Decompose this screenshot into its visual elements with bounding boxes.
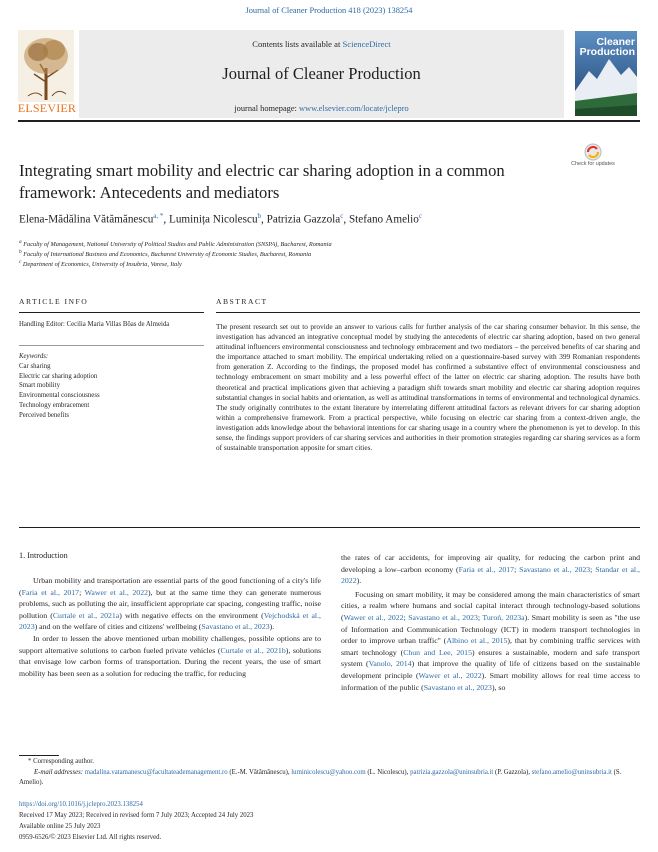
doi-link[interactable]: https://doi.org/10.1016/j.jclepro.2023.138254	[19, 801, 143, 808]
paragraph-text: ), that by combining traffic services with smart technology (	[341, 636, 640, 657]
paragraph-text: ;	[590, 564, 596, 574]
intro-right-column	[341, 552, 640, 693]
intro-paragraph	[341, 589, 640, 693]
email-footnote	[19, 768, 644, 788]
keywords-label: Keywords:	[19, 353, 49, 360]
contents-prefix: Contents lists available at	[252, 39, 343, 49]
citation-link[interactable]: Wawer et al., 2022	[84, 587, 148, 597]
homepage-prefix: journal homepage:	[234, 104, 299, 113]
author-name[interactable]: Stefano Amelio	[348, 213, 419, 226]
corresponding-text: Corresponding author.	[33, 758, 94, 765]
paragraph-text: ;	[79, 587, 85, 597]
keyword-item[interactable]: Environmental consciousness	[19, 392, 100, 400]
paragraph-text: ) with negative effects on the environment (	[119, 610, 264, 620]
email-owner: (P. Gazzola),	[493, 769, 532, 776]
email-link[interactable]: stefano.amelio@uninsubria.it	[531, 769, 612, 776]
citation-link[interactable]: Wawer et al., 2022	[418, 670, 482, 680]
affiliation	[19, 239, 332, 248]
affiliation-text: Faculty of International Business and Economics, Bucharest University of Economic Studies, Bucharest, Romania	[23, 251, 312, 259]
paragraph-text: ;	[403, 612, 409, 622]
journal-reference[interactable]: Journal of Cleaner Production 418 (2023) 138254	[245, 6, 413, 15]
abstract-rule	[216, 312, 640, 313]
contents-line	[79, 39, 564, 49]
author-sup[interactable]: a, *	[153, 212, 164, 220]
intro-paragraph	[341, 552, 640, 587]
citation-link[interactable]: Albino et al., 2015	[446, 636, 508, 646]
author-list: Elena-Mădălina Vătămănescu$^{a, *}$, Luminița Nicolescu$^b$, Patrizia Gazzola$^c$, Stefano Amelio$^c$	[19, 212, 422, 226]
keyword-item[interactable]: Perceived benefits	[19, 411, 70, 419]
check-for-updates-label: Check for updates	[571, 161, 615, 167]
abstract-text: The present research set out to provide an answer to various calls for further analysis of the car sharing consumer behavior. In this sense, the investigation has advanced an integrative conceptual model by studying the antecedents of electric car sharing adoption, based on two general attitudinal influencers environmental consciousness and technology embracement and two mediators – the perceived benefits of car sharing and the importance attached to smart mobility. The empirical undertaking relied on a questionnaire-based survey with 399 Romanian respondents from generation Z. According to the findings, the proposed model has confirmed a substantive effect of environmental consciousness and technology embracement on smart mobility and a less powerful effect of the latter on electric car sharing adoption. The results have both theoretical and practical implications given that achieving a paradigm shift towards smart mobility and electric car sharing adoption requires substantial changes in social habits and orientation, as well as attitudinal transformations in terms of environmental and technological dynamics. The study originally contributes to the extant literature by interrelating different attitudinal factors as relevant drivers for car sharing adoption within a comprehensive framework. From a practical perspective, while focusing on electric car sharing from a context-driven angle, the investigation adds knowledge about the behavioral intentions for car sharing usage in a country where the phenomenon is yet to develop. In this sense, the findings support providers of car sharing services and authorities in their promotion strategies regarding car sharing services as a form of sustainable transportation apposite for smart cities.	[216, 322, 640, 453]
paragraph-text: the rates of car accidents, for improving air quality, for reducing the carbon print and developing a low–carbon economy (	[341, 553, 640, 574]
paragraph-text: Urban mobility and transportation are essential parts of the good functioning of a city's life (	[19, 576, 321, 597]
available-online: Available online 25 July 2023	[19, 823, 101, 830]
copyright: 0959-6526/© 2023 Elsevier Ltd. All rights reserved.	[19, 834, 162, 841]
paragraph-text: In order to lessen the above mentioned urban mobility challenges, possible options are to support alternative solutions to carbon fueled private vehicles (	[19, 633, 321, 655]
paragraph-text: ;	[514, 564, 520, 574]
keyword-item[interactable]: Car sharing	[19, 362, 51, 370]
citation-link[interactable]: Curtale et al., 2021a	[52, 610, 120, 620]
paragraph-text: ).	[269, 622, 275, 632]
editor-rule	[19, 345, 204, 346]
email-link[interactable]: madalina.vatamanescu@facultateademanagement.ro	[84, 769, 228, 776]
abstract-bottom-rule	[19, 527, 640, 528]
email-owner: (S. Amelio).	[19, 769, 622, 786]
citation-link[interactable]: Faria et al., 2017	[458, 564, 515, 574]
citation-link[interactable]: Savastano et al., 2023	[423, 682, 492, 692]
keyword-item[interactable]: Technology embracement	[19, 401, 90, 409]
paragraph-text: ). Smart mobility is seen as "the use of Information and Communication Technology (ICT) in modern transport technologies in order to improve urban traffic" (	[341, 612, 640, 646]
intro-paragraph	[19, 575, 321, 633]
keyword-item[interactable]: Electric car sharing adoption	[19, 372, 98, 380]
citation-link[interactable]: Standar et al., 2022	[341, 564, 640, 586]
homepage-line	[79, 104, 564, 113]
citation-link[interactable]: Turoń, 2023a	[482, 612, 525, 622]
citation-link[interactable]: Savastano et al., 2023	[519, 564, 591, 574]
author-name[interactable]: Elena-Mădălina Vătămănescu	[19, 213, 154, 226]
citation-link[interactable]: Chun and Lee, 2015	[403, 647, 472, 657]
publisher-name[interactable]: ELSEVIER	[17, 101, 77, 115]
handling-editor: Handling Editor: Cecilia Maria Villas Bôas de Almeida	[19, 321, 170, 328]
affiliation	[19, 249, 311, 258]
introduction-heading: 1. Introduction	[19, 551, 68, 560]
citation-link[interactable]: Curtale et al., 2021b	[220, 645, 286, 655]
cover-title-line-2: Production	[579, 46, 635, 58]
citation-link[interactable]: Faria et al., 2017	[21, 587, 80, 597]
citation-link[interactable]: Savastano et al., 2023	[408, 612, 478, 622]
citation-link[interactable]: Vejchodská et al., 2023	[19, 610, 321, 632]
affiliation-text: Faculty of Management, National University of Political Studies and Public Administration (SNSPA), Bucharest, Romania	[23, 241, 332, 249]
article-info-heading: ARTICLE INFO	[19, 297, 89, 306]
affiliation-sup: b	[19, 249, 22, 255]
paragraph-text: Focusing on smart mobility, it may be considered among the main characteristics of smart cities, a realm where humans and social capital interact through technology-based solutions (	[341, 589, 640, 622]
header-rule	[18, 120, 640, 122]
paragraph-text: ) and on the welfare of cities and citizens' wellbeing (	[34, 622, 202, 632]
citation-link[interactable]: Wawer et al., 2022	[343, 612, 404, 622]
author-sup[interactable]: c	[418, 212, 422, 220]
affiliation-text: Department of Economics, University of Insubria, Varese, Italy	[22, 261, 182, 269]
keyword-item[interactable]: Smart mobility	[19, 382, 60, 390]
article-info-rule	[19, 312, 204, 313]
email-owner: (E.-M. Vătămănescu),	[227, 769, 292, 776]
paragraph-text: ) ensures a sustainable, modern and safe transport system (	[341, 647, 640, 669]
email-link[interactable]: luminicolescu@yahoo.com	[291, 769, 366, 776]
email-owner: (L. Nicolescu),	[365, 769, 411, 776]
cover-title	[579, 37, 635, 57]
author-sup[interactable]: c	[340, 212, 344, 220]
affiliation	[19, 259, 182, 268]
cover-title-line-1: Cleaner	[596, 36, 635, 48]
paragraph-text: ), solutions that envisage low carbon forms of transportation. During the recent years, the use of smart mobility has been seen as a solution for reducing the traffic, for reducing	[19, 645, 321, 678]
citation-link[interactable]: Vanolo, 2014	[368, 659, 412, 669]
email-label: E-mail addresses:	[34, 769, 84, 776]
affiliation-sup: c	[19, 259, 22, 265]
paragraph-text: ) that improve the quality of life of citizens based on the sustainable development principle (	[341, 659, 640, 680]
corresponding-author-note: * Corresponding author.	[28, 758, 94, 765]
paragraph-text: ), so	[491, 682, 506, 692]
abstract-heading: ABSTRACT	[216, 297, 268, 306]
paragraph-text: ). Smart mobility allows for real time access to information of the public (	[341, 670, 641, 692]
author-name[interactable]: Luminița Nicolescu	[169, 213, 258, 226]
citation-link[interactable]: Savastano et al., 2023	[201, 622, 270, 632]
article-title: Integrating smart mobility and electric car sharing adoption in a common framework: Antecedents and mediators	[19, 161, 505, 202]
author-name[interactable]: Patrizia Gazzola	[266, 213, 341, 226]
email-link[interactable]: patrizia.gazzola@uninsubria.it	[410, 769, 494, 776]
intro-paragraph	[19, 633, 321, 679]
journal-cover[interactable]	[575, 31, 637, 116]
paragraph-text: ), but at the same time they can generate numerous problems, such as polluting the air, insufficient appropriate car spacing, congesting traffic, noise pollution (	[19, 587, 321, 620]
author-sup[interactable]: b	[257, 212, 262, 220]
intro-left-column	[19, 575, 321, 679]
paragraph-text: ).	[356, 576, 362, 586]
keywords-block	[19, 352, 204, 421]
journal-title: Journal of Cleaner Production	[222, 64, 421, 83]
footnote-rule	[19, 755, 59, 756]
affiliation-sup: a	[19, 239, 22, 245]
received-dates: Received 17 May 2023; Received in revised form 7 July 2023; Accepted 24 July 2023	[19, 812, 254, 819]
homepage-link[interactable]: www.elsevier.com/locate/jclepro	[298, 104, 409, 113]
sciencedirect-link[interactable]: ScienceDirect	[342, 39, 391, 49]
paragraph-text: ;	[477, 612, 483, 622]
check-updates-icon	[576, 142, 610, 162]
